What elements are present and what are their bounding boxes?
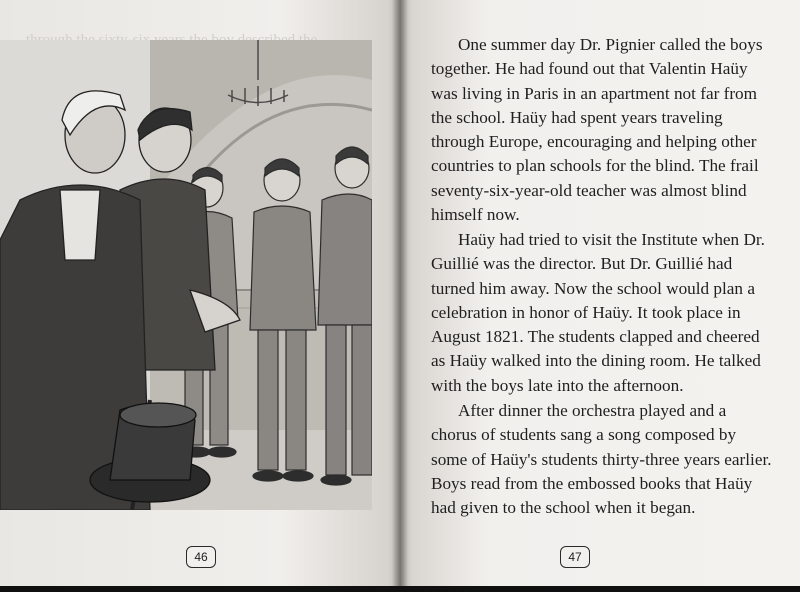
page-number-left: 46 <box>186 546 216 568</box>
page-bottom-edge <box>0 586 800 592</box>
paragraph-2: Haüy had tried to visit the Institute when Dr. Guillié was the director. But Dr. Guillié had turned him away. Now the school would plan a celebration in honor of Haüy. It took place in August 1821. The students clapped and cheered as Haüy walked into the dining room. He talked with the boys late into the afternoon. <box>431 230 765 395</box>
illustration <box>0 40 372 510</box>
page-number-right: 47 <box>560 546 590 568</box>
book-gutter <box>392 0 408 592</box>
paragraph-3: After dinner the orchestra played and a chorus of students sang a song composed by some of Haüy's students thirty-three years earlier. Boys read from the embossed books that Haüy had given to the school when it began. <box>431 401 772 518</box>
paragraph-1: One summer day Dr. Pignier called the boys together. He had found out that Valentin Haüy was living in Paris in an apartment not far from the school. Haüy had spent years traveling through Europe, encouraging and helping other countries to plan schools for the blind. The frail seventy-six-year-old teacher was almost blind himself now. <box>431 35 763 225</box>
